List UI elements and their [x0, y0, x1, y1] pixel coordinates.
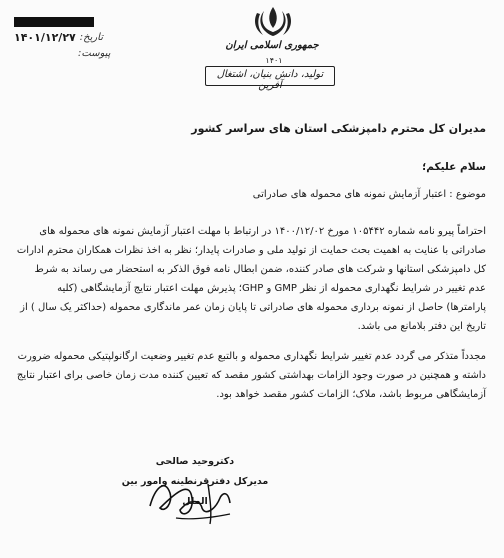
addressee: مدیران کل محترم دامپزشکی استان های سراسر کشور [191, 122, 486, 135]
letter-meta [14, 14, 164, 62]
signer-title: مدیرکل دفترقرنطینه وامور بین الملل [121, 476, 269, 507]
attachment-row [14, 46, 164, 62]
redacted-header-line [14, 14, 164, 30]
date-row [14, 30, 164, 46]
greeting: سلام علیکم؛ [422, 161, 486, 173]
signature-block [120, 452, 270, 512]
year-mark: ۱۴۰۱ [265, 56, 283, 65]
government-name: جمهوری اسلامی ایران [225, 40, 319, 51]
subject-line: موضوع : اعتبار آزمایش نمونه های محموله های صادراتی [252, 189, 486, 200]
year-slogan: تولید، دانش بنیان، اشتغال آفرین [216, 69, 324, 91]
body-paragraph-1: احتراماً پیرو نامه شماره ۱۰۵۴۴۲ مورخ ۱۴۰۰/۱۲/۰۲ در ارتباط با مهلت اعتبار آزمایش نمونه های محموله های صادراتی با عنایت به اهمیت بحث حمایت از تولید ملی و صادرات پایدار؛ نظر به اخذ نظرات همکاران محترم ادارات کل دامپزشکی استانها و شرکت های صادر کننده، ضمن ابطال نامه فوق الذکر به استحضار می رساند به شرط عدم تغییر در شرایط نگهداری محموله از نظر GMP و GHP؛ پذیرش مهلت اعتبار نتایج آزمایشگاهی (کلیه پارامترها) حاصل از نمونه برداری محموله های صادراتی تا پایان زمان عمر ماندگاری محموله (حداکثر یک سال ) از تاریخ این دفتر بلامانع می باشد. [16, 226, 486, 332]
body-paragraph-2: مجدداً متذکر می گردد عدم تغییر شرایط نگهداری محموله و بالتبع عدم تغییر وضعیت ارگانولپتیکی محموله ضرورت داشته و همچنین در صورت وجود الزامات بهداشتی کشور مقصد که تعیین کننده مدت زمان خاصی برای اعتبار نتایج آزمایشگاهی مربوط باشد، ملاک؛ الزامات کشور مقصد خواهد بود. [16, 351, 486, 400]
date-value: ۱۴۰۱/۱۲/۲۷ [14, 31, 76, 44]
attachment-label: پیوست: [78, 48, 111, 59]
iran-emblem-icon [244, 4, 302, 40]
slogan-frame [205, 66, 335, 91]
date-label: تاریخ: [79, 32, 104, 43]
redaction-bar [14, 17, 94, 27]
signer-name: دکتروحید صالحی [155, 456, 235, 467]
handwritten-signature-icon [120, 458, 270, 528]
